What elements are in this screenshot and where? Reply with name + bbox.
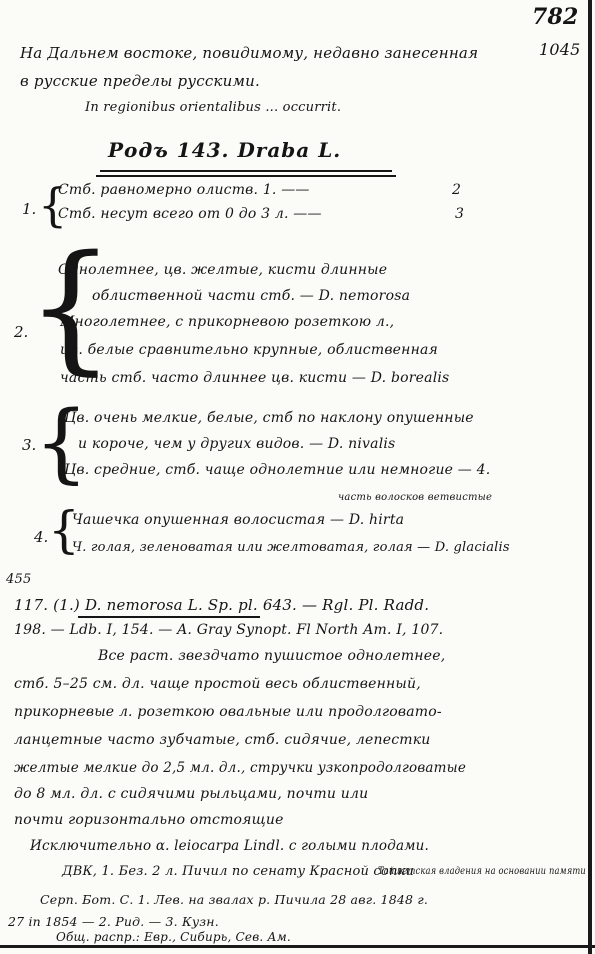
- couplet-4-line-1: Чашечка опушенная волосистая — D. hirta: [72, 512, 405, 528]
- couplet-2-brace: {: [26, 226, 116, 389]
- page-number: 782: [532, 4, 579, 30]
- species-line-6: ланцетные часто зубчатые, стб. сидячие, лепестки: [14, 732, 431, 748]
- couplet-3-line-2: и короче, чем у других видов. — D. nivalis: [78, 436, 396, 452]
- species-name-underline: [78, 616, 260, 618]
- header-line-1-number: 1045: [539, 40, 581, 59]
- header-line-3: In regionibus orientalibus ... occurrit.: [85, 100, 342, 115]
- couplet-2-line-2: облиственной части стб. — D. nemorosa: [92, 288, 411, 304]
- couplet-3-number: 3.: [22, 436, 37, 454]
- species-line-13: 27 in 1854 — 2. Рид. — 3. Кузн.: [8, 914, 219, 929]
- species-line-9: почти горизонтально отстоящие: [14, 812, 284, 828]
- couplet-2-number: 2.: [14, 323, 29, 341]
- couplet-3-line-3: Цв. средние, стб. чаще однолетние или немногие — 4.: [64, 462, 491, 478]
- genus-title: Родъ 143. Draba L.: [108, 138, 342, 162]
- header-line-2: в русские пределы русскими.: [20, 72, 260, 90]
- species-line-5: прикорневые л. розеткою овальные или продолговато-: [14, 704, 442, 720]
- page-edge-right: [588, 0, 592, 954]
- species-line-7: желтые мелкие до 2,5 мл. дл., стручки узкопродолговатые: [14, 760, 467, 776]
- couplet-2-line-3: Многолетнее, с прикорневою розеткою л.,: [60, 314, 395, 330]
- couplet-3-brace: {: [34, 393, 89, 493]
- header-line-1: На Дальнем востоке, повидимому, недавно занесенная: [20, 44, 479, 62]
- species-line-2: 198. — Ldb. I, 154. — A. Gray Synopt. Fl North Am. I, 107.: [14, 622, 444, 638]
- couplet-1-number: 1.: [22, 200, 37, 218]
- title-underline-2: [96, 175, 396, 177]
- species-line-10: Исключительно α. leiocarpa Lindl. с голыми плодами.: [30, 838, 430, 854]
- couplet-2-line-4: цв. белые сравнительно крупные, облиственная: [60, 342, 439, 358]
- couplet-1-b: Стб. несут всего от 0 до 3 л. ——: [58, 206, 322, 222]
- species-insert-note: Тайшетская владения на основании памяти: [378, 866, 586, 877]
- title-underline-1: [100, 170, 392, 172]
- couplet-1-a: Стб. равномерно олиств. 1. ——: [58, 182, 310, 198]
- margin-number-455: 455: [6, 572, 32, 587]
- species-line-3: Все раст. звездчато пушистое однолетнее,: [98, 648, 446, 664]
- couplet-1-b-ref: 3: [455, 206, 465, 222]
- couplet-4-number: 4.: [34, 528, 49, 546]
- couplet-1-brace: {: [38, 178, 68, 232]
- species-line-4: стб. 5–25 см. дл. чаще простой весь облиственный,: [14, 676, 421, 692]
- species-line-8: до 8 мл. дл. с сидячими рыльцами, почти или: [14, 786, 369, 802]
- species-line-11: ДВК, 1. Без. 2 л. Пичил по сенату Красной сопки: [62, 864, 415, 879]
- species-line-1: 117. (1.) D. nemorosa L. Sp. pl. 643. — Rgl. Pl. Radd.: [14, 596, 430, 614]
- couplet-1-a-ref: 2: [452, 182, 462, 198]
- couplet-2-line-1: Однолетнее, цв. желтые, кисти длинные: [58, 262, 388, 278]
- couplet-4-note: часть волосков ветвистые: [338, 492, 493, 503]
- page-edge-bottom: [0, 945, 595, 948]
- couplet-4-brace: {: [48, 501, 80, 559]
- species-line-14: Общ. распр.: Евр., Сибирь, Сев. Ам.: [56, 930, 291, 944]
- species-line-12: Серп. Бот. С. 1. Лев. на звалах р. Пичила 28 авг. 1848 г.: [40, 892, 429, 907]
- couplet-3-line-1: Цв. очень мелкие, белые, стб по наклону опушенные: [64, 410, 474, 426]
- couplet-4-line-2: Ч. голая, зеленоватая или желтоватая, голая — D. glacialis: [72, 540, 510, 555]
- couplet-2-line-5: часть стб. часто длиннее цв. кисти — D. borealis: [60, 370, 450, 386]
